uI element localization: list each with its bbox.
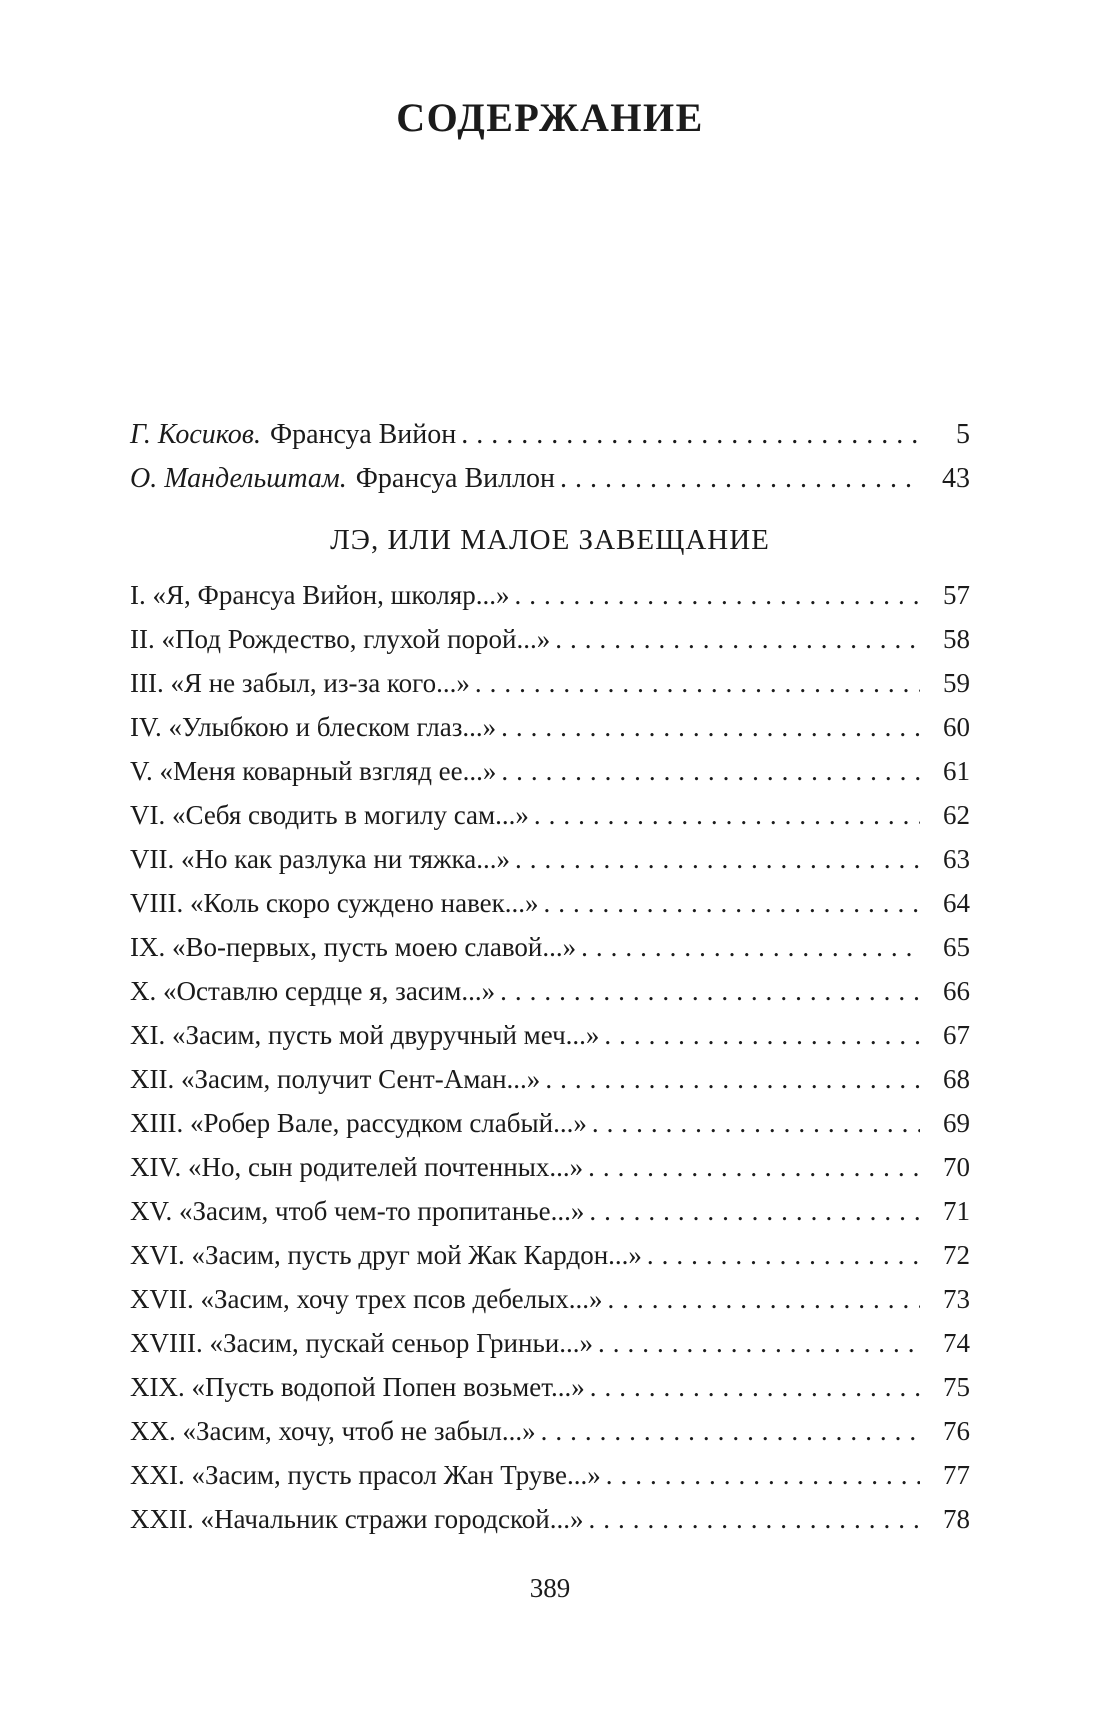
- entry-title: V. «Меня коварный взгляд ее...»: [130, 756, 497, 786]
- dot-leader: [589, 1189, 920, 1233]
- section-toc-list: [130, 573, 970, 1541]
- page-title: СОДЕРЖАНИЕ: [396, 95, 704, 140]
- entry-page-number: 60: [943, 712, 970, 742]
- dot-leader: [598, 1321, 920, 1365]
- entry-page-number: 57: [943, 580, 970, 610]
- entry-title: I. «Я, Франсуа Вийон, школяр...»: [130, 580, 510, 610]
- entry-title: X. «Оставлю сердце я, засим...»: [130, 976, 496, 1006]
- toc-entry: [130, 705, 970, 749]
- toc-entry: [130, 1145, 970, 1189]
- entry-page-number: 71: [943, 1196, 970, 1226]
- toc-entry: [130, 1497, 970, 1541]
- dot-leader: [544, 881, 920, 925]
- toc-entry: [130, 573, 970, 617]
- entry-title: XXI. «Засим, пусть прасол Жан Труве...»: [130, 1460, 601, 1490]
- dot-leader: [475, 661, 920, 705]
- entry-page-number: 43: [942, 463, 970, 494]
- entry-title: II. «Под Рождество, глухой порой...»: [130, 624, 551, 654]
- entry-page-number: 58: [943, 624, 970, 654]
- entry-page-number: 78: [943, 1504, 970, 1534]
- entry-page-number: 62: [943, 800, 970, 830]
- entry-title: XXII. «Начальник стражи городской...»: [130, 1504, 584, 1534]
- entry-title: XIV. «Но, сын родителей почтенных...»: [130, 1152, 584, 1182]
- dot-leader: [545, 1057, 920, 1101]
- frontmatter-toc-list: [130, 413, 970, 501]
- dot-leader: [560, 457, 920, 501]
- entry-page-number: 61: [943, 756, 970, 786]
- entry-page-number: 76: [943, 1416, 970, 1446]
- entry-title: VI. «Себя сводить в могилу сам...»: [130, 800, 529, 830]
- dot-leader: [588, 1145, 920, 1189]
- toc-entry: [130, 749, 970, 793]
- entry-page-number: 68: [943, 1064, 970, 1094]
- toc-entry: [130, 1365, 970, 1409]
- toc-entry: [130, 1409, 970, 1453]
- section-heading: ЛЭ, ИЛИ МАЛОЕ ЗАВЕЩАНИЕ: [330, 524, 770, 556]
- toc-entry: [130, 1321, 970, 1365]
- entry-title: XVI. «Засим, пусть друг мой Жак Кардон...»: [130, 1240, 642, 1270]
- entry-title: III. «Я не забыл, из-за кого...»: [130, 668, 470, 698]
- entry-title: VII. «Но как разлука ни тяжка...»: [130, 844, 510, 874]
- entry-page-number: 75: [943, 1372, 970, 1402]
- toc-entry: [130, 1101, 970, 1145]
- entry-page-number: 5: [956, 419, 970, 450]
- entry-page-number: 67: [943, 1020, 970, 1050]
- entry-page-number: 63: [943, 844, 970, 874]
- entry-page-number: 77: [943, 1460, 970, 1490]
- entry-page-number: 72: [943, 1240, 970, 1270]
- dot-leader: [590, 1365, 920, 1409]
- dot-leader: [606, 1453, 920, 1497]
- dot-leader: [608, 1277, 921, 1321]
- entry-title: IX. «Во-первых, пусть моею славой...»: [130, 932, 577, 962]
- toc-entry: [130, 881, 970, 925]
- entry-title: Франсуа Виллон: [355, 463, 556, 494]
- dot-leader: [581, 925, 920, 969]
- dot-leader: [555, 617, 920, 661]
- dot-leader: [500, 969, 920, 1013]
- entry-title: VIII. «Коль скоро суждено навек...»: [130, 888, 539, 918]
- dot-leader: [461, 413, 920, 457]
- entry-title: XII. «Засим, получит Сент-Аман...»: [130, 1064, 541, 1094]
- entry-author: О. Мандельштам.: [130, 463, 347, 494]
- entry-title: XVIII. «Засим, пускай сеньор Гриньи...»: [130, 1328, 593, 1358]
- toc-entry: [130, 617, 970, 661]
- entry-page-number: 73: [943, 1284, 970, 1314]
- entry-title: XIX. «Пусть водопой Попен возьмет...»: [130, 1372, 585, 1402]
- toc-entry: [130, 457, 970, 501]
- toc-entry: [130, 1453, 970, 1497]
- toc-entry: [130, 661, 970, 705]
- entry-title: XI. «Засим, пусть мой двуручный меч...»: [130, 1020, 600, 1050]
- toc-entry: [130, 969, 970, 1013]
- toc-entry: [130, 1057, 970, 1101]
- dot-leader: [647, 1233, 920, 1277]
- entry-title: Франсуа Вийон: [269, 419, 457, 450]
- entry-page-number: 69: [943, 1108, 970, 1138]
- entry-title: XX. «Засим, хочу, чтоб не забыл...»: [130, 1416, 536, 1446]
- entry-page-number: 74: [943, 1328, 970, 1358]
- entry-page-number: 59: [943, 668, 970, 698]
- entry-title: XV. «Засим, чтоб чем-то пропитанье...»: [130, 1196, 585, 1226]
- dot-leader: [588, 1497, 920, 1541]
- dot-leader: [501, 705, 920, 749]
- toc-entry: [130, 925, 970, 969]
- dot-leader: [514, 573, 920, 617]
- toc-entry: [130, 1189, 970, 1233]
- entry-page-number: 64: [943, 888, 970, 918]
- toc-entry: [130, 793, 970, 837]
- entry-page-number: 65: [943, 932, 970, 962]
- dot-leader: [604, 1013, 920, 1057]
- dot-leader: [541, 1409, 920, 1453]
- dot-leader: [534, 793, 920, 837]
- entry-title: XIII. «Робер Вале, рассудком слабый...»: [130, 1108, 587, 1138]
- entry-page-number: 66: [943, 976, 970, 1006]
- entry-page-number: 70: [943, 1152, 970, 1182]
- entry-author: Г. Косиков.: [130, 419, 261, 450]
- dot-leader: [515, 837, 920, 881]
- toc-entry: [130, 837, 970, 881]
- folio-page-number: 389: [529, 1573, 571, 1603]
- entry-title: XVII. «Засим, хочу трех псов дебелых...»: [130, 1284, 603, 1314]
- toc-entry: [130, 1013, 970, 1057]
- entry-title: IV. «Улыбкою и блеском глаз...»: [130, 712, 497, 742]
- toc-entry: [130, 1233, 970, 1277]
- toc-entry: [130, 1277, 970, 1321]
- dot-leader: [501, 749, 920, 793]
- toc-entry: [130, 413, 970, 457]
- dot-leader: [592, 1101, 920, 1145]
